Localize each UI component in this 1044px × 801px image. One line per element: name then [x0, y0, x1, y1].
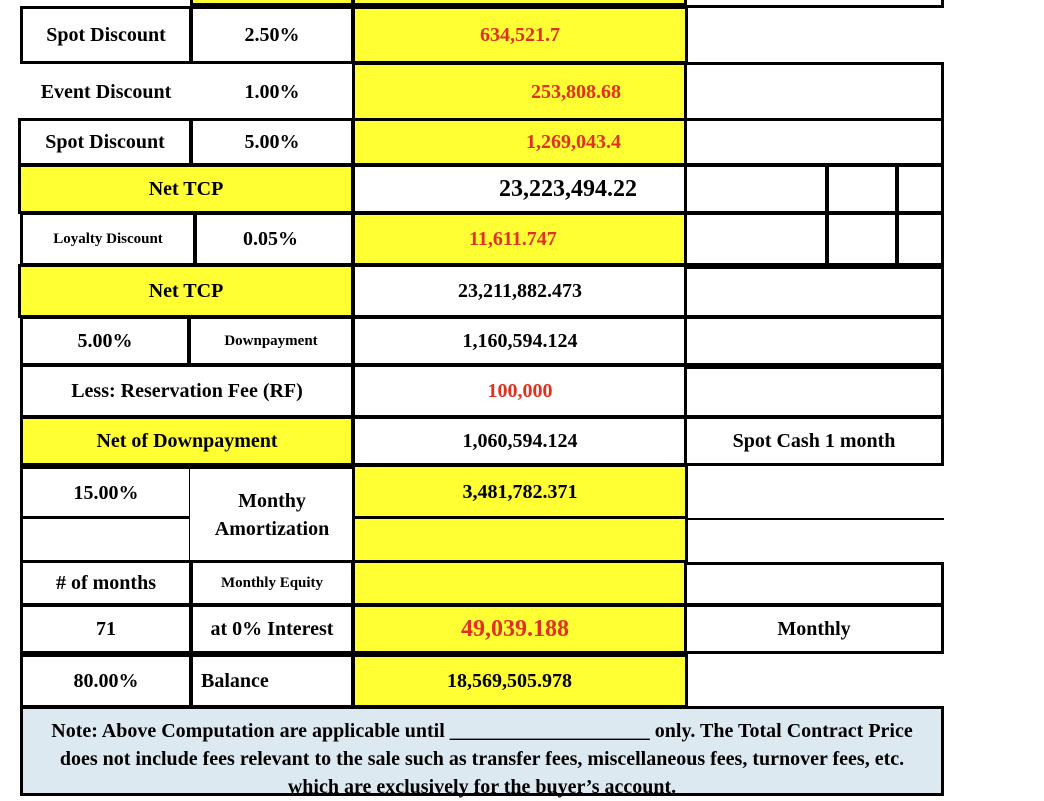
note-text: Note: Above Computation are applicable until ____________________ only. The Total Contract Price does not include fees relevant to the sale such as transfer fees, miscellaneous fees, turnover fees, etc. which are exclusively for the buyer’s account. — [20, 706, 944, 796]
amortization-empty-right — [686, 466, 944, 520]
spot-discount-value: 634,521.7 — [352, 6, 688, 64]
balance-value: 18,569,505.978 — [352, 654, 688, 708]
loyalty-discount-rate: 0.05% — [194, 212, 354, 266]
net-tcp-value: 23,223,494.22 — [352, 164, 688, 214]
loyalty-discount-value: 11,611.747 — [352, 212, 688, 266]
event-discount-value: 253,808.68 — [352, 62, 688, 122]
balance-empty — [686, 654, 944, 708]
net-tcp-2-value: 23,211,882.473 — [352, 264, 688, 318]
net-tcp-empty-c — [896, 164, 944, 214]
event-discount-rate: 1.00% — [244, 80, 300, 103]
event-discount-label: Event Discount — [40, 80, 172, 103]
spot-discount-rate: 2.50% — [190, 6, 354, 64]
net-tcp-empty-a — [684, 164, 828, 214]
reservation-fee-value: 100,000 — [352, 364, 688, 418]
months-label: # of months — [20, 560, 192, 606]
amortization-rate: 15.00% — [20, 466, 192, 520]
reservation-fee-empty — [684, 366, 944, 418]
spot-cash-label: Spot Cash 1 month — [684, 416, 944, 466]
downpayment-empty — [684, 316, 944, 366]
event-discount-empty — [684, 62, 944, 122]
balance-rate: 80.00% — [20, 654, 192, 708]
spot-discount-2-rate: 5.00% — [190, 118, 354, 166]
loyalty-empty-c — [896, 212, 944, 266]
net-tcp-label: Net TCP — [18, 164, 354, 214]
amortization-value-extra — [352, 516, 688, 564]
downpayment-label: Downpayment — [188, 316, 354, 366]
net-tcp-2-empty — [684, 266, 944, 318]
spot-discount-2-label: Spot Discount — [18, 118, 192, 166]
months-count: 71 — [20, 604, 192, 654]
reservation-fee-label: Less: Reservation Fee (RF) — [20, 364, 354, 418]
monthly-label: Monthly — [684, 604, 944, 654]
spot-discount-empty — [686, 6, 942, 64]
spot-discount-2-empty — [684, 118, 944, 166]
downpayment-rate: 5.00% — [20, 316, 190, 366]
months-empty — [684, 562, 944, 606]
net-tcp-2-label: Net TCP — [18, 264, 354, 318]
amortization-label: Monthy Amortization — [190, 466, 354, 564]
net-of-downpayment-value: 1,060,594.124 — [352, 416, 688, 466]
spot-discount-label: Spot Discount — [20, 6, 192, 64]
net-of-downpayment-label: Net of Downpayment — [20, 416, 354, 466]
amortization-value: 3,481,782.371 — [352, 464, 688, 520]
amortization-empty-left — [20, 516, 192, 564]
loyalty-empty-b — [826, 212, 898, 266]
interest-label: at 0% Interest — [190, 604, 354, 654]
balance-label: Balance — [190, 654, 354, 708]
loyalty-discount-label: Loyalty Discount — [20, 212, 196, 266]
months-value — [352, 560, 688, 606]
monthly-equity-label: Monthly Equity — [190, 560, 354, 606]
net-tcp-empty-b — [826, 164, 898, 214]
monthly-equity-value: 49,039.188 — [352, 604, 688, 654]
loyalty-empty-a — [684, 212, 828, 266]
downpayment-value: 1,160,594.124 — [352, 316, 688, 366]
spot-discount-2-value: 1,269,043.4 — [352, 118, 688, 166]
